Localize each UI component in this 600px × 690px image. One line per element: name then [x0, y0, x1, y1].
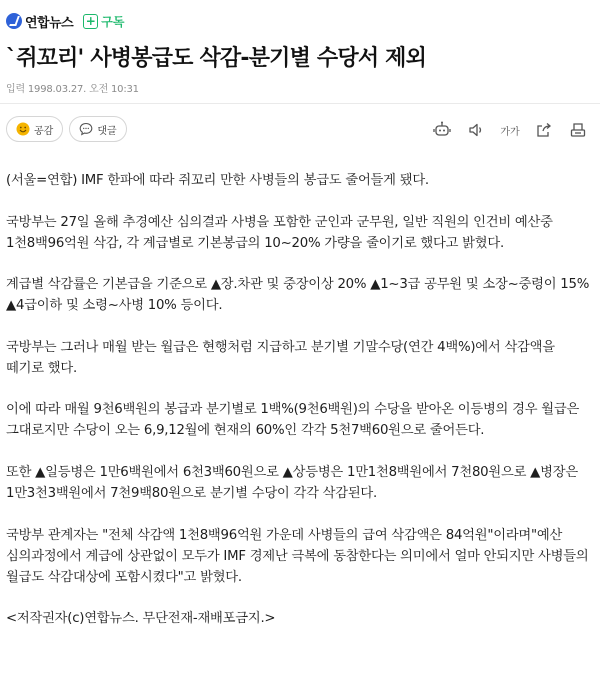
article-body: [6, 170, 596, 650]
comment-icon: [79, 122, 93, 136]
article-title: `쥐꼬리' 사병봉급도 삭감-분기별 수당서 제외: [6, 46, 427, 71]
text-size-label: 가가: [500, 126, 520, 138]
print-icon[interactable]: [566, 118, 590, 142]
article-paragraph: 이에 따라 매월 9천6백원의 봉급과 분기별로 1백%(9천6백원)의 수당을 받아온 이등병의 경우 월급은 그대로지만 수당이 오는 6,9,12월에 현재의 60%인 각각 5천7백60원으로 줄어든다.: [6, 402, 580, 439]
comment-label: 댓글: [97, 125, 117, 137]
article-paragraph: (서울=연합) IMF 한파에 따라 쥐꼬리 만한 사병들의 봉급도 줄어들게 됐다.: [6, 173, 429, 188]
like-button[interactable]: [6, 116, 63, 142]
header-divider: [0, 103, 600, 104]
text-size-icon[interactable]: [498, 118, 522, 142]
share-icon[interactable]: [532, 118, 556, 142]
brand-name: 연합뉴스: [25, 15, 74, 31]
copyright-notice: <저작권자(c)연합뉴스. 무단전재-재배포금지.>: [6, 611, 276, 627]
brand-logo-icon: [6, 13, 22, 29]
article-paragraph: 국방부는 27일 올해 추경예산 심의결과 사병을 포함한 군인과 군무원, 일반 직원의 인건비 예산중 1천8백96억원 삭감, 각 계급별로 기본봉급의 10~20% 가량을 줄이기로 했다고 밝혔다.: [6, 214, 553, 251]
article-dateline: 입력 1998.03.27. 오전 10:31: [6, 84, 139, 95]
brand-logo[interactable]: [6, 12, 73, 31]
speaker-icon[interactable]: [464, 118, 488, 142]
subscribe-label: 구독: [101, 14, 125, 29]
comment-button[interactable]: [69, 116, 126, 142]
site-header: [6, 10, 124, 32]
article-paragraph: 계급별 삭감률은 기본급을 기준으로 ▲장.차관 및 중장이상 20% ▲1~3급 공무원 및 소장~중령이 15% ▲4급이하 및 소령~사병 10% 등이다.: [6, 277, 590, 314]
reaction-bar: [6, 116, 127, 142]
article-paragraph: 국방부 관계자는 "전체 삭감액 1천8백96억원 가운데 사병들의 급여 삭감액은 84억원"이라며"예산 심의과정에서 계급에 상관없이 모두가 IMF 경제난 극복에 동참한다는 의미에서 얼마 안되지만 사병들의 월급도 삭감대상에 포함시켰다"고 밝혔다.: [6, 527, 589, 585]
robot-summary-icon[interactable]: [430, 118, 454, 142]
plus-icon: +: [83, 14, 98, 29]
subscribe-button[interactable]: [83, 13, 124, 30]
article-paragraph: 또한 ▲일등병은 1만6백원에서 6천3백60원으로 ▲상등병은 1만1천8백원에서 7천80원으로 ▲병장은 1만3천3백원에서 7천9백80원으로 분기별 수당이 각각 삭감된다.: [6, 464, 578, 501]
article-paragraph: 국방부는 그러나 매월 받는 월급은 현행처럼 지급하고 분기별 기말수당(연간 4백%)에서 삭감액을 떼기로 했다.: [6, 339, 555, 376]
article-toolbar: [430, 118, 590, 142]
smile-icon: [16, 122, 30, 136]
like-label: 공감: [34, 125, 54, 137]
